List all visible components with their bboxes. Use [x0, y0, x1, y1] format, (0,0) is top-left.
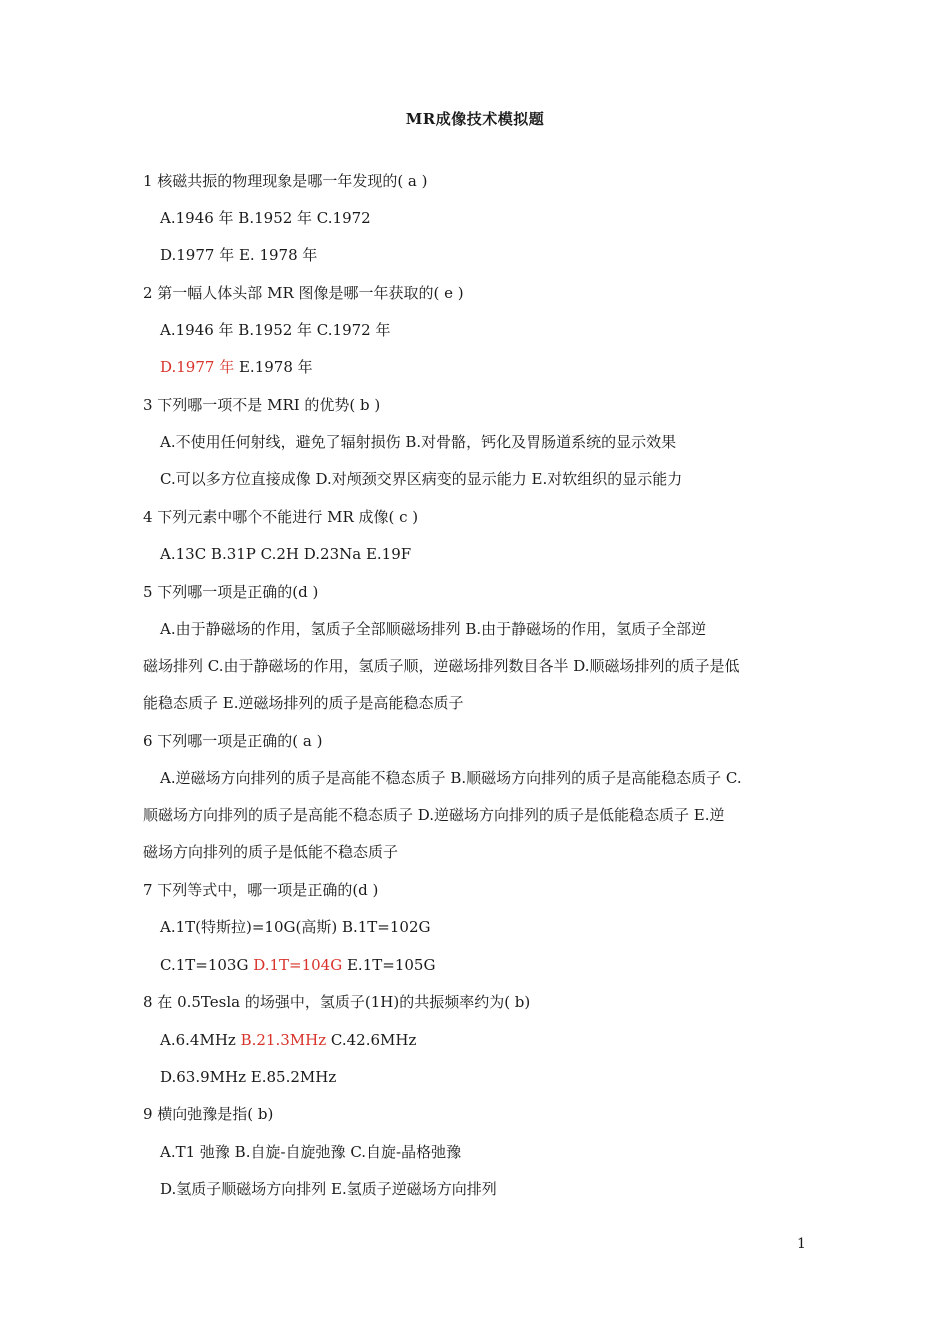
question-2: 2 第一幅人体头部 MR 图像是哪一年获取的( e ) [143, 284, 464, 302]
question-3: 3 下列哪一项不是 MRI 的优势( b ) [143, 396, 381, 414]
question-5-options-c: 能稳态质子 E.逆磁场排列的质子是高能稳态质子 [143, 694, 464, 712]
question-3-options-b: C.可以多方位直接成像 D.对颅颈交界区病变的显示能力 E.对软组织的显示能力 [160, 470, 683, 488]
question-8: 8 在 0.5Tesla 的场强中，氢质子(1H)的共振频率约为( b) [143, 993, 531, 1011]
question-6: 6 下列哪一项是正确的( a ) [143, 732, 323, 750]
question-1: 1 核磁共振的物理现象是哪一年发现的( a ) [143, 172, 428, 190]
question-1-options-a: A.1946 年 B.1952 年 C.1972 [160, 209, 371, 227]
question-9: 9 横向弛豫是指( b) [143, 1105, 274, 1123]
page-number: 1 [797, 1236, 806, 1252]
highlighted-option: D.1T=104G [253, 956, 343, 974]
question-4: 4 下列元素中哪个不能进行 MR 成像( c ) [143, 508, 419, 526]
option-text: A.6.4MHz [160, 1031, 241, 1049]
highlighted-option: B.21.3MHz [240, 1031, 327, 1049]
question-3-options-a: A.不使用任何射线，避免了辐射损伤 B.对骨骼，钙化及胃肠道系统的显示效果 [160, 433, 677, 451]
question-7-options-a: A.1T(特斯拉)=10G(高斯) B.1T=102G [160, 918, 431, 936]
page-title: MR成像技术模拟题 [405, 110, 545, 128]
question-7-options-b [160, 955, 435, 975]
option-text: C.42.6MHz [326, 1031, 417, 1049]
question-6-options-a: A.逆磁场方向排列的质子是高能不稳态质子 B.顺磁场方向排列的质子是高能稳态质子 C. [160, 769, 742, 787]
question-6-options-b: 顺磁场方向排列的质子是高能不稳态质子 D.逆磁场方向排列的质子是低能稳态质子 E.逆 [143, 806, 725, 824]
question-2-options-b [160, 357, 313, 377]
option-text: E.1978 年 [234, 358, 313, 376]
question-2-options-a: A.1946 年 B.1952 年 C.1972 年 [160, 321, 391, 339]
question-9-options-a: A.T1 弛豫 B.自旋-自旋弛豫 C.自旋-晶格弛豫 [160, 1143, 462, 1161]
question-4-options: A.13C B.31P C.2H D.23Na E.19F [160, 545, 412, 563]
question-8-options-b: D.63.9MHz E.85.2MHz [160, 1068, 337, 1086]
question-5-options-a: A.由于静磁场的作用，氢质子全部顺磁场排列 B.由于静磁场的作用，氢质子全部逆 [160, 620, 707, 638]
question-5: 5 下列哪一项是正确的(d ) [143, 583, 319, 601]
highlighted-option: D.1977 年 [160, 358, 235, 376]
question-8-options-a [160, 1030, 416, 1050]
question-5-options-b: 磁场排列 C.由于静磁场的作用，氢质子顺，逆磁场排列数目各半 D.顺磁场排列的质子是低 [143, 657, 740, 675]
question-9-options-b: D.氢质子顺磁场方向排列 E.氢质子逆磁场方向排列 [160, 1180, 497, 1198]
option-text: C.1T=103G [160, 956, 254, 974]
question-6-options-c: 磁场方向排列的质子是低能不稳态质子 [143, 843, 399, 861]
question-1-options-b: D.1977 年 E. 1978 年 [160, 246, 318, 264]
question-7: 7 下列等式中，哪一项是正确的(d ) [143, 881, 379, 899]
option-text: E.1T=105G [342, 956, 436, 974]
